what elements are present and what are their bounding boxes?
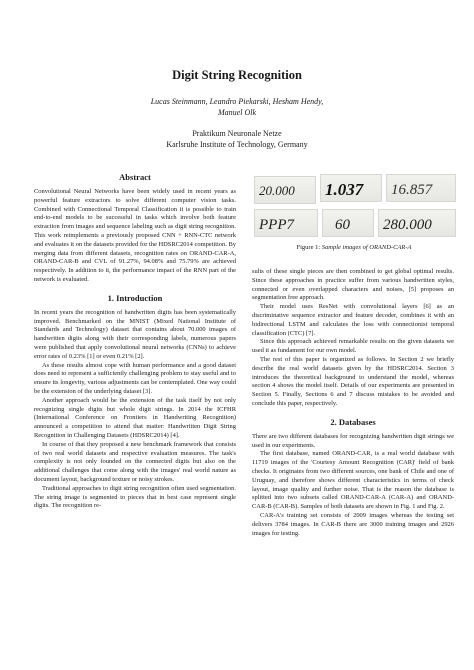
sample-text: PPP7: [259, 217, 294, 233]
body-paragraph: sults of these single pieces are then combined to get global optimal results. Since these approaches in practice suffer from various handwritten styles, connected or even overlapped characters and noises, [5] proposes an segmentation free approach.: [252, 268, 454, 302]
sample-image: [254, 176, 316, 204]
sample-text: 1.037: [325, 180, 364, 199]
db-paragraph: There are two different databases for recognizing handwritten digit strings we used in our experiments.: [252, 432, 454, 449]
introduction-heading: 1. Introduction: [107, 292, 163, 303]
left-column: [34, 172, 236, 511]
intro-paragraph: Another approach would be the extension of the task itself by not only recognizing single digits but whole digit strings. In 2014 the ICFHR (International Conference on Frontiers in Handwriting Recognition) announced a competition to attend that matter: Handwritten Digit String Recognition in Challenging Datasets (HDSRC2014) [4].: [34, 396, 236, 439]
body-paragraph: Their model uses ResNet with convolutional layers [6] as an discriminative sequence extractor and feature decoder, combines it with an bidirectional LSTM and calculates the loss with connectionist temporal classification (CTC) [7].: [252, 303, 454, 337]
intro-paragraph: In course of that they proposed a new benchmark framework that consists of two real world datasets and respective evaluation measures. The task's complexity is not only founded on the connected digits but also on the additional challenges that come along with the images' real world nature as document layout, background texture or noisy strokes.: [34, 440, 236, 483]
abstract-heading: Abstract: [119, 172, 151, 182]
sample-image: [386, 174, 456, 202]
affiliation-line-2: Karlsruhe Institute of Technology, Germany: [166, 140, 308, 149]
author-list: [0, 96, 474, 118]
db-paragraph: The first database, named ORAND-CAR, is a real world database with 11719 images of the 'Courtesy Amount Recognition (CAR)' field of bank checks. It originates from two different sources, one bank of Chile and one of Uruguay, and therefore shows different characteristics in terms of check layout, image quality and further noise. That is the reason the database is splitted into two subsets called ORAND-CAR-A (CAR-A) and ORAND-CAR-B (CAR-B). Samples of both datasets are shown in Fig. 1 and Fig. 2.: [252, 450, 454, 511]
intro-paragraph: In recent years the recognition of handwritten digits has been systematically improved. Benchmarked on the MNIST (Mixed National Institute of Standards and Technology) dataset that contains about 70.000 images of handwritten digits along with their corresponding labels, numerous papers were published that apply convolutional neural networks (CNNs) to achieve error rates of 0.23% [1] or even 0.21% [2].: [34, 308, 236, 360]
figure-1: [252, 172, 456, 256]
intro-paragraph: Traditional approaches to digit string recognition often used segmentation. The string image is segmented to pieces that in best case represent single digits. The recognition re-: [34, 484, 236, 510]
sample-image: [322, 209, 374, 237]
paper-title: Digit String Recognition: [172, 68, 302, 82]
body-paragraph: The rest of this paper is organized as follows. In Section 2 we briefly describe the real world datasets given by the HDSRC2014. Section 3 introduces the theoretical background to understand the model, whereas section 4 shows the model itself. Details of our experiments are presented in Section 5. Finally, Sections 6 and 7 discuss mistakes to be avoided and conclude this paper, respectively.: [252, 355, 454, 407]
db-paragraph: CAR-A's training set consists of 2009 images whereas the testing set delivers 3784 images. In CAR-B there are 3000 training images and 2926 images for testing.: [252, 511, 454, 537]
sample-image: [254, 209, 318, 237]
sample-image: [378, 209, 456, 237]
caption-text: Sample images of ORAND-CAR-A: [321, 244, 412, 251]
sample-image: [320, 174, 382, 202]
figure-caption: [252, 244, 456, 251]
affiliation: [0, 128, 474, 150]
sample-text: 16.857: [391, 182, 433, 198]
right-column: [252, 268, 454, 538]
abstract-text: Convolutional Neural Networks have been widely used in recent years as powerful feature extractors to solve different computer vision tasks. Combined with Connectional Temporal Classification it is possible to train end-to-end models to be successful in tasks which involve both feature extraction from images and sequence labeling such as digit string recognition. This work reimplements a previously proposed CNN + RNN-CTC network and evaluates it on the datasets provided for the HDSRC2014 competition. By merging data from different datasets, recognition rates on ORAND-CAR-A, ORAND-CAR-B and CVL of 91.27%, 94.08% and 75.79% are achieved respectively. In addition to it, the performance impact of the RNN part of the network is evaluated.: [34, 188, 236, 283]
affiliation-line-1: Praktikum Neuronale Netze: [192, 129, 282, 138]
sample-text: 60: [335, 217, 350, 233]
intro-paragraph: As these results almost cope with human performance and a good dataset does need to represent a sufficiently challenging problem to stay useful and to ensure its longevity, various adjustments can be contemplated. One way could be the extension of the underlying dataset [3].: [34, 361, 236, 395]
authors-line-2: Manuel Olk: [218, 108, 256, 117]
authors-line-1: Lucas Steinmann, Leandro Piekarski, Hesham Hendy,: [150, 97, 324, 106]
body-paragraph: Since this approach achieved remarkable results on the given datasets we used it as fundament for our own model.: [252, 338, 454, 355]
caption-prefix: Figure 1:: [296, 244, 322, 251]
sample-text: 280.000: [383, 217, 432, 233]
databases-heading: 2. Databases: [330, 416, 376, 427]
sample-text: 20.000: [259, 183, 295, 198]
